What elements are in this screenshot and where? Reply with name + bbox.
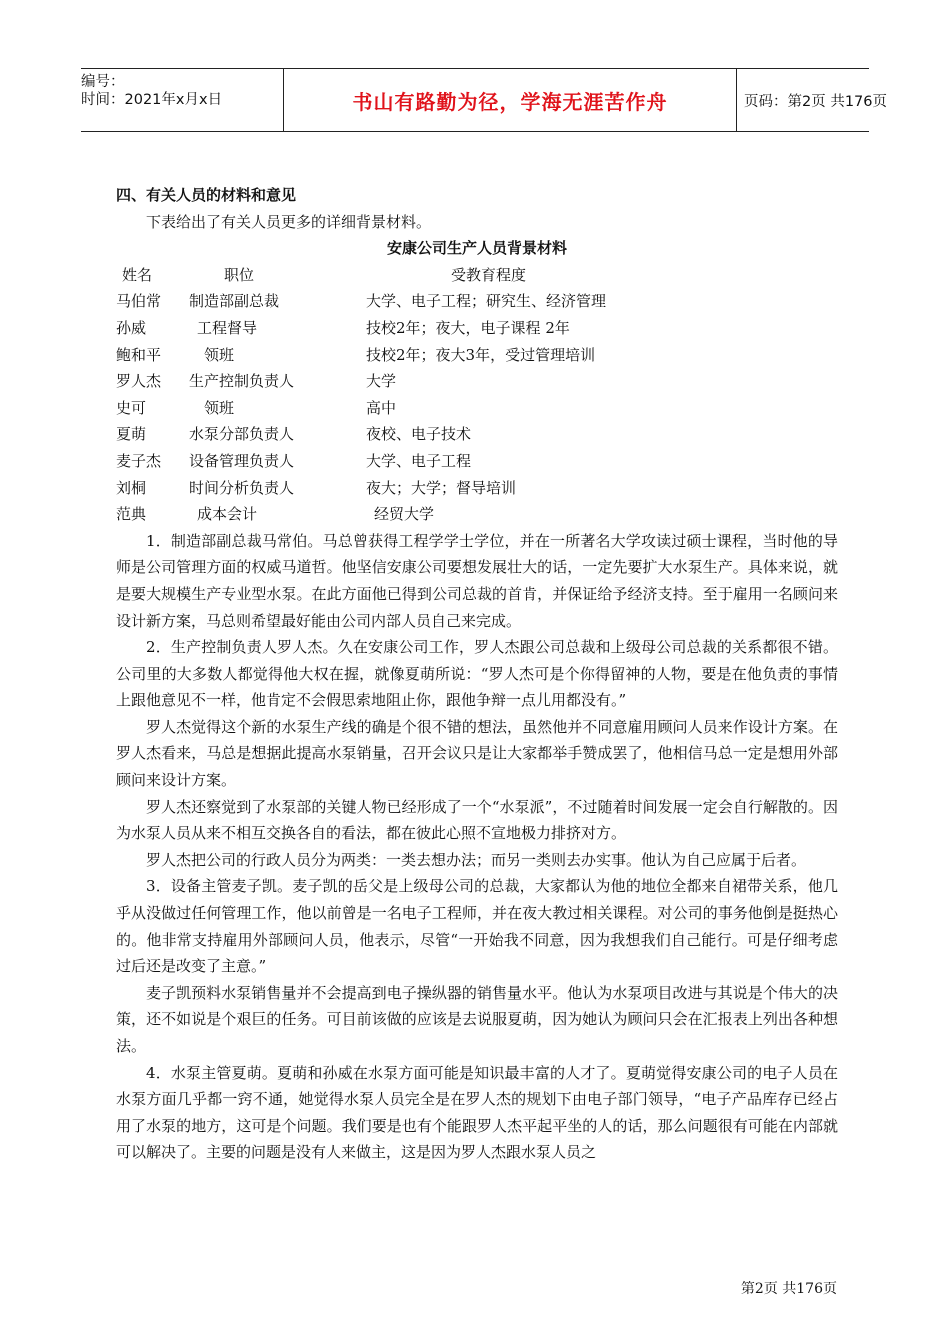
staff-name: 罗人杰 <box>116 372 162 391</box>
document-number-label: 编号： <box>81 74 125 90</box>
staff-education: 大学、电子工程；研究生、经济管理 <box>366 292 607 311</box>
staff-education: 大学、电子工程 <box>366 451 472 470</box>
staff-position: 制造部副总裁 <box>189 292 280 311</box>
staff-position: 领班 <box>204 345 235 364</box>
staff-name: 刘桐 <box>116 478 147 497</box>
table-row <box>116 395 838 422</box>
staff-education: 大学 <box>366 372 397 391</box>
staff-table <box>116 262 838 528</box>
staff-position: 领班 <box>204 398 235 417</box>
paragraph: 罗人杰还察觉到了水泵部的关键人物已经形成了一个“水泵派”，不过随着时间发展一定会自行解散的。因为水泵人员从来不相互交换各自的看法，都在彼此心照不宣地极力排挤对方。 <box>116 797 838 843</box>
staff-name: 鲍和平 <box>116 345 162 364</box>
staff-education: 技校2年；夜大3年，受过管理培训 <box>366 345 596 364</box>
table-header-row <box>116 262 838 289</box>
staff-position: 水泵分部负责人 <box>189 425 295 444</box>
staff-position: 时间分析负责人 <box>189 478 295 497</box>
section-title: 四、有关人员的材料和意见 <box>116 186 297 204</box>
staff-name: 史可 <box>116 398 147 417</box>
column-header-position: 职位 <box>224 265 255 284</box>
table-row <box>116 315 838 342</box>
header-meta <box>81 69 283 131</box>
staff-position: 生产控制负责人 <box>189 372 295 391</box>
staff-position: 工程督导 <box>197 318 258 337</box>
staff-education: 经贸大学 <box>374 505 435 524</box>
paragraph: 1．制造部副总裁马常伯。马总曾获得工程学学士学位，并在一所著名大学攻读过硕士课程，当时他的导师是公司管理方面的权威马道哲。他坚信安康公司要想发展壮大的话，一定先要扩大水泵生产。具体来说，就是要大规模生产专业型水泵。在此方面他已得到公司总裁的首肯，并保证给予经济支持。至于雇用一名顾问来设计新方案，马总则希望最好能由公司内部人员自己来完成。 <box>116 531 838 630</box>
staff-name: 范典 <box>116 505 147 524</box>
column-header-name: 姓名 <box>122 265 153 284</box>
paragraph: 罗人杰觉得这个新的水泵生产线的确是个很不错的想法，虽然他并不同意雇用顾问人员来作设计方案。在罗人杰看来，马总是想据此提高水泵销量，召开会议只是让大家都举手赞成罢了，他相信马总一定是想用外部顾问来设计方案。 <box>116 717 838 790</box>
paragraph: 麦子凯预料水泵销售量并不会提高到电子操纵器的销售量水平。他认为水泵项目改进与其说是个伟大的决策，还不如说是个艰巨的任务。可目前该做的应该是去说服夏萌，因为她认为顾问只会在汇报表上列出各种想法。 <box>116 983 838 1055</box>
document-date-label: 时间：2021年x月x日 <box>81 92 223 108</box>
header-page-number: 页码：第2页 共176页 <box>744 93 888 110</box>
table-row <box>116 288 838 315</box>
staff-education: 高中 <box>366 398 397 417</box>
page-footer: 第2页 共176页 <box>740 1281 837 1297</box>
paragraph: 3．设备主管麦子凯。麦子凯的岳父是上级母公司的总裁，大家都认为他的地位全都来自裙带关系，他几乎从没做过任何管理工作，他以前曾是一名电子工程师，并在夜大教过相关课程。对公司的事务他倒是挺热心的。他非常支持雇用外部顾问人员，他表示，尽管“一开始我不同意，因为我想我们自己能行。可是仔细考虑过后还是改变了主意。” <box>116 877 838 976</box>
section-intro: 下表给出了有关人员更多的详细背景材料。 <box>146 212 432 231</box>
table-title: 安康公司生产人员背景材料 <box>386 239 567 258</box>
staff-education: 夜大；大学；督导培训 <box>366 478 517 497</box>
table-row <box>116 342 838 369</box>
table-row <box>116 421 838 448</box>
staff-education: 技校2年；夜大，电子课程 2年 <box>366 318 570 337</box>
staff-position: 成本会计 <box>197 505 258 524</box>
paragraph: 2．生产控制负责人罗人杰。久在安康公司工作，罗人杰跟公司总裁和上级母公司总裁的关系都很不错。公司里的大多数人都觉得他大权在握，就像夏萌所说：“罗人杰可是个你得留神的人物，要是在他负责的事情上跟他意见不一样，他肯定不会假思索地阻止你，跟他争辩一点儿用都没有。” <box>116 638 838 710</box>
paragraph: 4．水泵主管夏萌。夏萌和孙威在水泵方面可能是知识最丰富的人才了。夏萌觉得安康公司的电子人员在水泵方面几乎都一窍不通，她觉得水泵人员完全是在罗人杰的规划下由电子部门领导，“电子产品库存已经占用了水泵的地方，这可是个问题。我们要是也有个能跟罗人杰平起平坐的人的话，那么问题很有可能在内部就可以解决了。主要的问题是没有人来做主，这是因为罗人杰跟水泵人员之 <box>116 1063 838 1162</box>
header-motto: 书山有路勤为径，学海无涯苦作舟 <box>283 69 737 131</box>
document-body <box>116 182 838 1166</box>
staff-education: 夜校、电子技术 <box>366 425 472 444</box>
column-header-education: 受教育程度 <box>451 265 527 284</box>
page-header <box>81 68 888 132</box>
staff-name: 麦子杰 <box>116 451 162 470</box>
staff-position: 设备管理负责人 <box>189 451 295 470</box>
staff-name: 马伯常 <box>116 292 162 311</box>
table-row <box>116 448 838 475</box>
table-row <box>116 475 838 502</box>
table-row <box>116 368 838 395</box>
staff-name: 孙威 <box>116 318 147 337</box>
table-row <box>116 501 838 528</box>
staff-name: 夏萌 <box>116 425 147 444</box>
paragraph: 罗人杰把公司的行政人员分为两类：一类去想办法；而另一类则去办实事。他认为自己应属于后者。 <box>146 850 807 869</box>
